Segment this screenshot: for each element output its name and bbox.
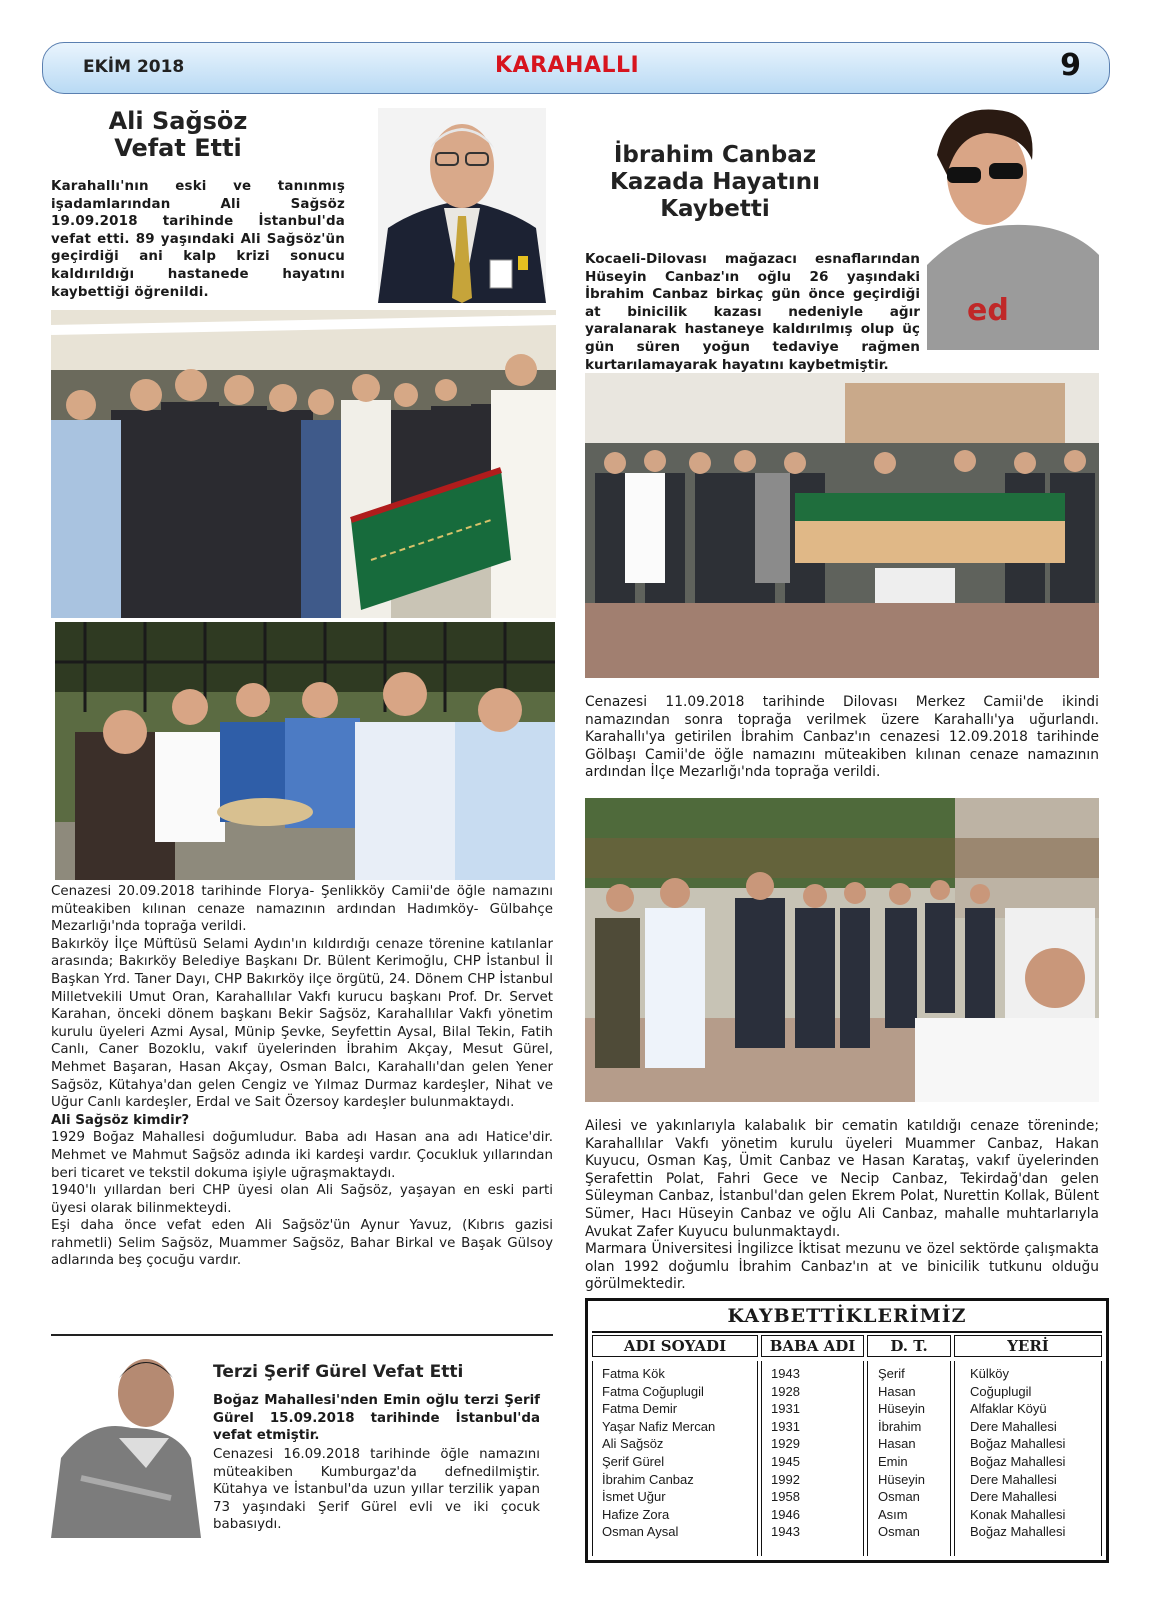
ali-paragraph-1: Cenazesi 20.09.2018 tarihinde Florya- Şenlikköy Camii'de öğle namazını müteakiben kılınan cenaze namazının ardından Hadımköy- Gülbahçe Mezarlığı'nda toprağa verildi.	[51, 884, 553, 935]
ali-paragraph-4: 1940'lı yıllardan beri CHP üyesi olan Ali Sağsöz, yaşayan en eski parti üyesi olarak bilinmekteydi.	[51, 1183, 553, 1216]
ali-family-photo	[55, 622, 555, 880]
row-father: 1928	[771, 1383, 800, 1399]
ali-intro: Karahallı'nın eski ve tanınmış işadamlarından Ali Sağsöz 19.09.2018 tarihinde İstanbul'da vefat etti. 89 yaşındaki Ali Sağsöz'ün geçirdiği ani kalp krizi sonucu kaldırıldığı hastanede hayatını kaybettiği öğrenildi.	[51, 179, 345, 300]
row-name: İbrahim Canbaz	[602, 1471, 694, 1487]
ali-subheading: Ali Sağsöz kimdir?	[51, 1112, 190, 1128]
column-header-birth: D. T.	[867, 1335, 951, 1357]
row-birth: Hüseyin	[878, 1471, 925, 1487]
row-place: Alfaklar Köyü	[970, 1401, 1047, 1417]
ali-headline	[60, 108, 296, 162]
row-father: 1945	[771, 1454, 800, 1469]
ibrahim-funeral-crowd-photo	[585, 798, 1099, 1102]
row-place: Boğaz Mahallesi	[970, 1436, 1066, 1452]
ali-paragraph-3: 1929 Boğaz Mahallesi doğumludur. Baba adı Hasan ana adı Hatice'dir. Mehmet ve Mahmut Sağsöz adında iki kardeşi vardır. Çocukluk yıllarından beri ticaret ve tekstil dokuma işiyle uğraşmaktaydı.	[51, 1130, 553, 1181]
ibrahim-paragraph-2: Ailesi ve yakınlarıyla kalabalık bir cematin katıldığı cenaze töreninde; Karahallılar Vakfı yönetim kurulu üyeleri Muammer Canbaz, Hakan Kuyucu, Osman Kaş, Ümit Canbaz ve Hasan Karataş, vakıf üyelerinden Şerafettin Polat, Fahri Gece ve Necip Canbaz, Tekirdağ'dan gelen Süleyman Canbaz, İstanbul'dan gelen Ekrem Polat, Nurettin Kollak, Bülent Sümer, Hacı Hüseyin Canbaz ve oğlu Ali Canbaz, mahalle muhtarlarıyla Avukat Zafer Kuyucu bulunmaktaydı.	[585, 1118, 1099, 1240]
row-name: Fatma Kök	[602, 1366, 665, 1381]
row-father: 1943	[771, 1366, 800, 1381]
ali-portrait-photo	[378, 108, 546, 303]
row-place: Boğaz Mahallesi	[970, 1524, 1066, 1540]
row-birth: Emin	[878, 1454, 908, 1469]
row-name: İsmet Uğur	[602, 1489, 666, 1505]
issue-date: EKİM 2018	[83, 57, 185, 77]
ibrahim-headline-line2: Kazada Hayatını	[610, 169, 820, 195]
ali-paragraph-5: Eşi daha önce vefat eden Ali Sağsöz'ün Aynur Yavuz, (Kıbrıs gazisi rahmetli) Selim Sağsöz, Muammer Sağsöz, Bahar Birkal ve Başak Gülsoy adlarında beş çocuğu vardır.	[51, 1218, 553, 1269]
section-divider	[51, 1334, 553, 1336]
ibrahim-paragraph-3: Marmara Üniversitesi İngilizce İktisat mezunu ve özel sektörde çalışmakta olan 1992 doğumlu İbrahim Canbaz'ın at ve binicilik tutkunu olduğu görülmektedir.	[585, 1241, 1099, 1293]
ali-paragraph-2: Bakırköy İlçe Müftüsü Selami Aydın'ın kıldırdığı cenaze törenine katılanlar arasında; Bakırköy Belediye Başkanı Dr. Bülent Kerimoğlu, CHP İstanbul İl Başkan Yrd. Taner Dayı, CHP Bakırköy ilçe örgütü, 24. Dönem CHP İstanbul Milletvekili Umut Oran, Karahallılar Vakfı kurucu başkanı Prof. Dr. Servet Karahan, önceki dönem başkanı Bekir Sağsöz, Karahallılar Vakfı yönetim kurulu üyeleri Azmi Aysal, Münip Şevke, Seyfettin Aysal, Bilal Tekin, Fatih Canlı, Caner Bozoklu, vakıf üyelerinden İbrahim Akçay, Mesut Gürel, Mehmet Başaran, Hasan Akçay, Osman Balcı, Karahallı'dan gelen Yener Sağsöz, Kütahya'dan gelen Cengiz ve Yılmaz Durmaz kardeşler, Nihat ve Uğur Canlı kardeşler, Erdal ve Sait Özersoy kardeşler bulunmaktaydı.	[51, 936, 553, 1111]
ibrahim-article-body	[585, 1118, 1099, 1294]
row-father: 1929	[771, 1436, 800, 1452]
row-birth: Osman	[878, 1489, 920, 1505]
column-header-name: ADI SOYADI	[592, 1335, 758, 1357]
ibrahim-headline	[590, 142, 840, 223]
row-birth: Osman	[878, 1524, 920, 1540]
serif-body: Cenazesi 16.09.2018 tarihinde öğle namazını müteakiben Kumburgaz'da defnedilmiştir. Kütahya ve İstanbul'da uzun yıllar terzilik yapan 73 yaşındaki Şerif Gürel evli ve iki çocuk babasıydı.	[213, 1447, 540, 1533]
ibrahim-headline-line3: Kaybetti	[660, 196, 770, 222]
ali-headline-line1: Ali Sağsöz	[108, 107, 248, 135]
obituary-table-title: KAYBETTİKLERİMİZ	[727, 1305, 967, 1327]
row-place: Dere Mahallesi	[970, 1418, 1057, 1434]
row-place: Boğaz Mahallesi	[970, 1454, 1066, 1469]
row-father: 1943	[771, 1524, 800, 1540]
serif-lead: Boğaz Mahallesi'nden Emin oğlu terzi Şerif Gürel 15.09.2018 tarihinde İstanbul'da vefat etmiştir.	[213, 1393, 540, 1444]
row-name: Fatma Demir	[602, 1401, 678, 1417]
ibrahim-headline-line1: İbrahim Canbaz	[613, 142, 817, 168]
table-title-rule	[592, 1331, 1102, 1333]
row-birth: Hüseyin	[878, 1401, 925, 1417]
ibrahim-paragraph-1: Cenazesi 11.09.2018 tarihinde Dilovası Merkez Camii'de ikindi namazından sonra toprağa verilmek üzere Karahallı'ya uğurlandı. Karahallı'ya getirilen İbrahim Canbaz'ın cenazesi 12.09.2018 tarihinde Gölbaşı Camii'de öğle namazını müteakiben kılınan cenaze namazının ardından İlçe Mezarlığı'nda toprağa verildi.	[585, 694, 1099, 781]
ibrahim-portrait-photo	[927, 105, 1099, 350]
column-header-place: YERİ	[954, 1335, 1102, 1357]
row-place: Coğuplugil	[970, 1383, 1032, 1399]
row-place: Dere Mahallesi	[970, 1471, 1057, 1487]
column-header-father: BABA ADI	[761, 1335, 864, 1357]
row-name: Hafize Zora	[602, 1506, 670, 1522]
ali-article-body	[51, 883, 553, 1270]
ibrahim-funeral-prayer-photo	[585, 373, 1099, 678]
obituary-table	[585, 1298, 1109, 1563]
ali-funeral-prayer-photo	[51, 310, 556, 618]
row-name: Şerif Gürel	[602, 1454, 665, 1469]
row-name: Fatma Coğuplugil	[602, 1383, 704, 1399]
row-father: 1931	[771, 1401, 800, 1417]
newspaper-title: KARAHALLI	[495, 53, 640, 78]
page-number: 9	[1060, 48, 1081, 83]
row-place: Külköy	[970, 1366, 1010, 1381]
row-name: Yaşar Nafiz Mercan	[602, 1418, 716, 1434]
row-father: 1946	[771, 1506, 800, 1522]
ali-headline-line2: Vefat Etti	[114, 134, 242, 162]
row-birth: Şerif	[878, 1366, 905, 1381]
row-father: 1931	[771, 1418, 800, 1434]
serif-headline: Terzi Şerif Gürel Vefat Etti	[213, 1362, 464, 1382]
row-birth: İbrahim	[878, 1418, 922, 1434]
row-father: 1992	[771, 1471, 800, 1487]
row-name: Ali Sağsöz	[602, 1436, 664, 1452]
row-father: 1958	[771, 1489, 800, 1505]
svg-text:ed: ed	[967, 293, 1009, 328]
row-birth: Asım	[878, 1506, 908, 1522]
serif-portrait-photo	[51, 1348, 201, 1538]
page-header	[42, 42, 1110, 94]
ibrahim-intro: Kocaeli-Dilovası mağazacı esnaflarından Hüseyin Canbaz'ın oğlu 26 yaşındaki İbrahim Canbaz birkaç gün önce geçirdiği at binicilik kazası nedeniyle ağır yaralanarak hastaneye kaldırılmış olup üç gün süren yoğun tedaviye rağmen kurtarılamayarak hayatını kaybetmiştir.	[585, 251, 920, 373]
row-birth: Hasan	[878, 1436, 916, 1452]
row-name: Osman Aysal	[602, 1524, 679, 1540]
row-birth: Hasan	[878, 1383, 916, 1399]
row-place: Konak Mahallesi	[970, 1506, 1066, 1522]
row-place: Dere Mahallesi	[970, 1489, 1057, 1505]
